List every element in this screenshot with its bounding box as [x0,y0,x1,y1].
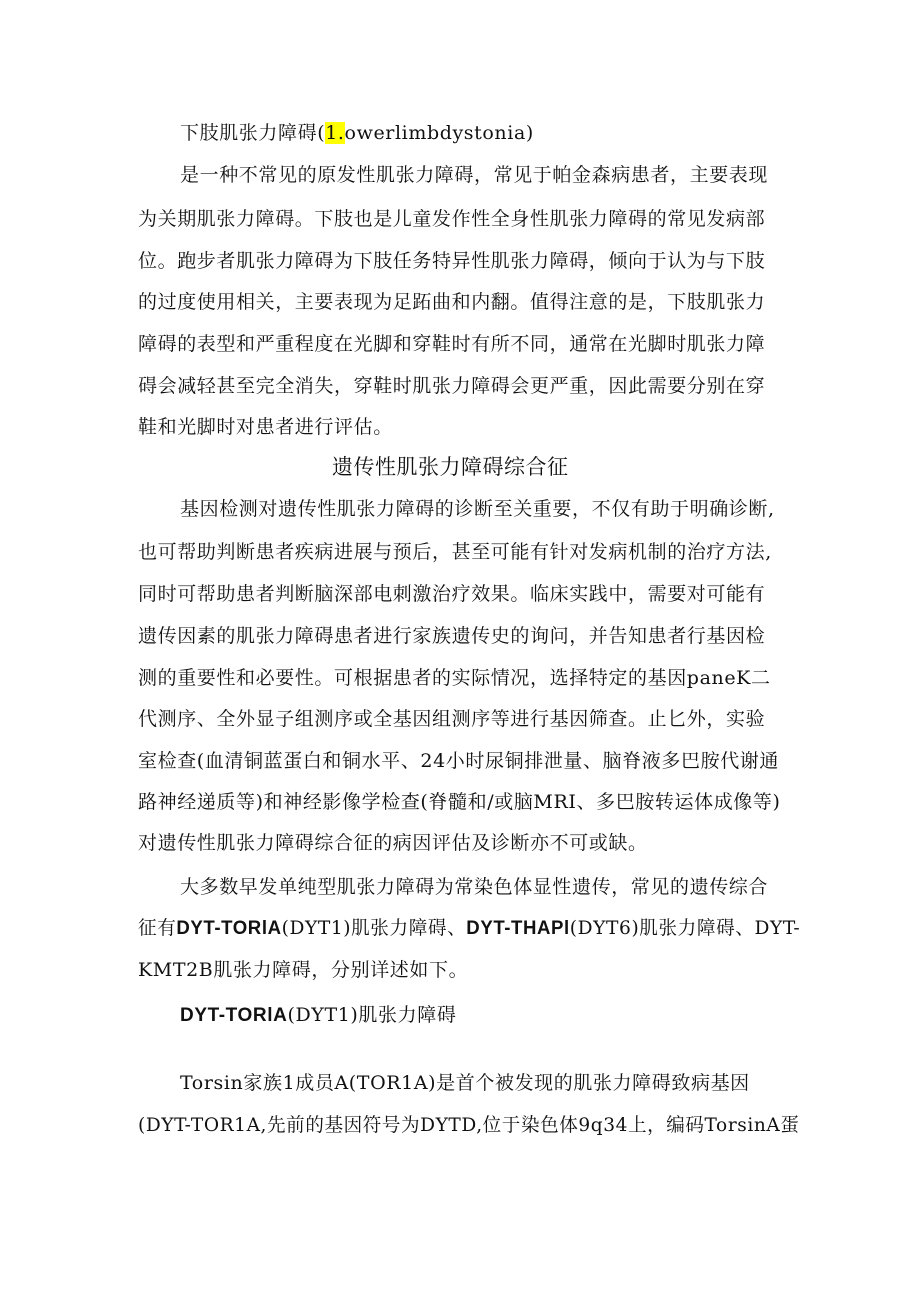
paragraph-line: 为关期肌张力障碍。下肢也是儿童发作性全身性肌张力障碍的常见发病部 [138,208,766,230]
gene-name-thapl: DYT-THAPl [466,918,570,939]
paragraph-line: 路神经递质等)和神经影像学检查(脊髓和/或脑MRI、多巴胺转运体成像等) [138,791,781,813]
paragraph-line: 碍会减轻甚至完全消失，穿鞋时肌张力障碍会更严重，因此需要分别在穿 [138,375,766,397]
text-run: (DYT6)肌张力障碍、DYT- [569,917,801,939]
paragraph-line [138,916,800,941]
highlighted-text: 1. [325,122,345,144]
paragraph-line: 也可帮助判断患者疾病进展与预后，甚至可能有针对发病机制的治疗方法, [138,541,772,563]
paragraph-line: 同时可帮助患者判断脑深部电刺激治疗效果。临床实践中，需要对可能有 [138,583,766,605]
subsection-title [180,1003,456,1028]
paragraph-line: 障碍的表型和严重程度在光脚和穿鞋时有所不同，通常在光脚时肌张力障 [138,333,766,355]
paragraph-line: (DYT-TOR1A,先前的基因符号为DYTD,位于染色体9q34上，编码TorsinA蛋 [138,1114,800,1136]
section-heading: 遗传性肌张力障碍综合征 [332,455,569,479]
paragraph-line: 基因检测对遗传性肌张力障碍的诊断至关重要，不仅有助于明确诊断, [180,498,775,520]
paragraph-line: 测的重要性和必要性。可根据患者的实际情况，选择特定的基因paneK二 [138,667,771,689]
paragraph-line: 是一种不常见的原发性肌张力障碍，常见于帕金森病患者，主要表现 [180,164,769,186]
paragraph-line: KMT2B肌张力障碍，分别详述如下。 [138,959,469,981]
paragraph-line: 室检查(血清铜蓝蛋白和铜水平、24小时尿铜排泄量、脑脊液多巴胺代谢通 [138,750,779,772]
paragraph-line: 大多数早发单纯型肌张力障碍为常染色体显性遗传，常见的遗传综合 [180,876,769,898]
gene-name-torla: DYT-TORlA [176,918,282,939]
paragraph-line: 遗传因素的肌张力障碍患者进行家族遗传史的询问，并告知患者行基因检 [138,625,766,647]
title-chinese: 下肢肌张力障碍( [180,122,326,144]
paragraph-line: 代测序、全外显子组测序或全基因组测序等进行基因筛查。止匕外，实验 [138,708,766,730]
text-run: (DYT1)肌张力障碍 [287,1004,457,1026]
gene-name-torla: DYT-TORlA [180,1005,288,1026]
paragraph-line: 对遗传性肌张力障碍综合征的病因评估及诊断亦不可或缺。 [138,832,648,854]
paragraph-line: 的过度使用相关，主要表现为足跖曲和内翻。值得注意的是，下肢肌张力 [138,291,766,313]
section-title-lower-limb-dystonia [180,121,534,145]
paragraph-line: Torsin家族1成员A(TOR1A)是首个被发现的肌张力障碍致病基因 [180,1072,750,1094]
paragraph-line: 位。跑步者肌张力障碍为下肢任务特异性肌张力障碍，倾向于认为与下肢 [138,250,766,272]
text-run: 征有 [138,917,177,939]
text-run: (DYT1)肌张力障碍、 [281,917,467,939]
title-english: owerlimbdystonia) [344,122,534,144]
paragraph-line: 鞋和光脚时对患者进行评估。 [138,416,393,438]
